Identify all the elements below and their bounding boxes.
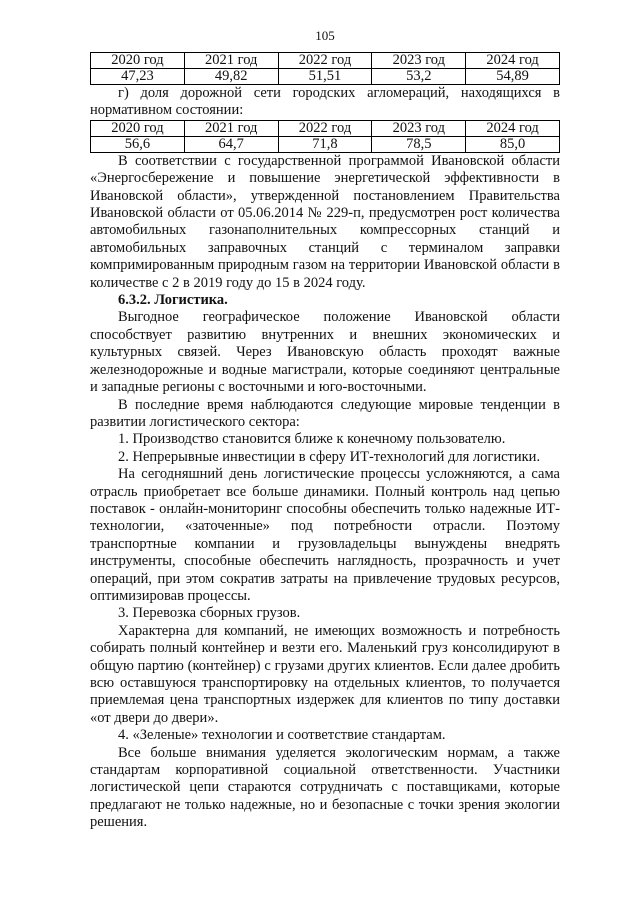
paragraph-green: Все больше внимания уделяется экологическим нормам, а также стандартам корпоративной социальной ответственности. Участники логистической цепи стараются сотрудничать с поставщиками, которые предлагают не только надежные, но и безопасные с точки зрения экологии решения.	[90, 744, 560, 831]
document-page	[90, 28, 560, 832]
table-value-row	[91, 136, 560, 152]
paragraph-trends: В последние время наблюдаются следующие мировые тенденции в развитии логистического сектора:	[90, 396, 560, 430]
table-cell-year: 2021 год	[184, 53, 278, 69]
table-value-row	[91, 69, 560, 85]
table-cell-value: 56,6	[91, 136, 185, 152]
table-cell-year: 2024 год	[466, 53, 560, 69]
table-cell-year: 2021 год	[184, 120, 278, 136]
table-cell-year: 2020 год	[91, 120, 185, 136]
table-agglomeration-2	[90, 120, 560, 153]
table-cell-value: 78,5	[372, 136, 466, 152]
table-header-row	[91, 53, 560, 69]
paragraph-geography: Выгодное географическое положение Ивановской области способствует развитию внутренних и внешних экономических и культурных связей. Через Ивановскую область проходят важные железнодорожные и водные магистрали, которые соединяют центральные и западные регионы с восточными и юго-восточными.	[90, 309, 560, 396]
table-cell-year: 2022 год	[278, 120, 372, 136]
page-number: 105	[315, 28, 335, 43]
table-cell-year: 2023 год	[372, 120, 466, 136]
table-cell-value: 64,7	[184, 136, 278, 152]
list-item: 3. Перевозка сборных грузов.	[118, 605, 301, 622]
paragraph-today: На сегодняшний день логистические процессы усложняются, а сама отрасль приобретает все больше динамики. Полный контроль над цепью поставок - онлайн-мониторинг способны обеспечить только надежные ИТ-технологии, «заточенные» под потребности отрасли. Поэтому транспортные компании и грузовладельцы вынуждены внедрять инструменты, способные обеспечить наглядность, прозрачность и учет операций, при этом сократив затраты на привлечение трудовых ресурсов, оптимизировав процессы.	[90, 466, 560, 604]
table-header-row	[91, 120, 560, 136]
paragraph-cargo: Характерна для компаний, не имеющих возможность и потребность собирать полный контейнер и везти его. Маленький груз консолидируют в общую партию (контейнер) с грузами других клиентов. Если далее дробить всю оставшуюся транспортировку на отдельных клиентов, то получается приемлемая цена транспортных издержек для клиентов по типу доставки «от двери до двери».	[90, 622, 560, 726]
table-cell-value: 53,2	[372, 69, 466, 85]
table-cell-year: 2023 год	[372, 53, 466, 69]
table-cell-value: 71,8	[278, 136, 372, 152]
table-cell-value: 49,82	[184, 69, 278, 85]
table-cell-year: 2020 год	[91, 53, 185, 69]
table-cell-value: 51,51	[278, 69, 372, 85]
list-item: 2. Непрерывные инвестиции в сферу ИТ-технологий для логистики.	[118, 448, 541, 465]
table-cell-value: 85,0	[466, 136, 560, 152]
list-item: 1. Производство становится ближе к конечному пользователю.	[118, 431, 506, 448]
table-agglomeration-1	[90, 52, 560, 85]
table-cell-value: 47,23	[91, 69, 185, 85]
table-cell-value: 54,89	[466, 69, 560, 85]
list-item: 4. «Зеленые» технологии и соответствие стандартам.	[118, 727, 446, 744]
table-cell-year: 2024 год	[466, 120, 560, 136]
table-cell-year: 2022 год	[278, 53, 372, 69]
paragraph-program: В соответствии с государственной программой Ивановской области «Энергосбережение и повышение энергетической эффективности в Ивановской области», утвержденной постановлением Правительства Ивановской области от 05.06.2014 № 229-п, предусмотрен рост количества автомобильных газонаполнительных компрессорных станций и автомобильных заправочных станций с терминалом заправки компримированным природным газом на территории Ивановской области в количестве с 2 в 2019 году до 15 в 2024 году.	[90, 152, 560, 291]
section-heading: 6.3.2. Логистика.	[118, 292, 228, 309]
item-g-text: г) доля дорожной сети городских агломераций, находящихся в нормативном состоянии:	[90, 85, 560, 119]
